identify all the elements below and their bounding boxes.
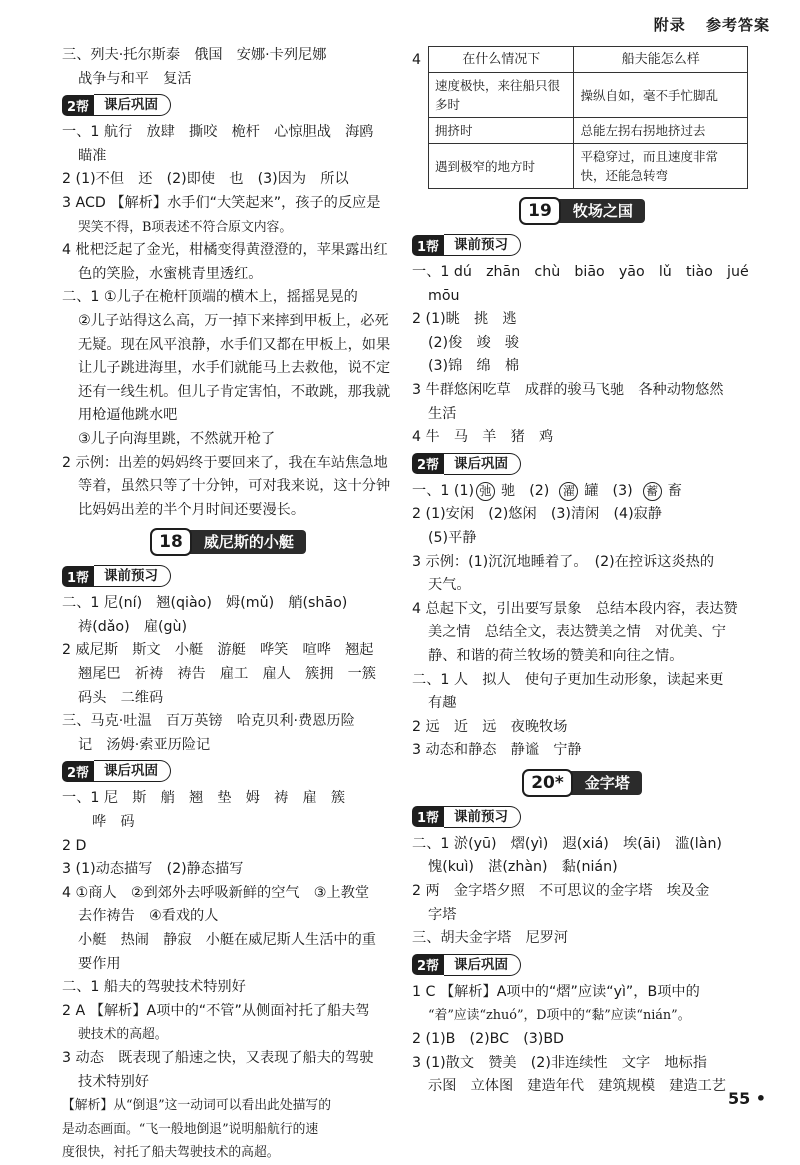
answer-line: 2 A 【解析】A项中的“不管”从侧面衬托了船夫驾 [62,1002,370,1019]
char: (2) [529,482,550,499]
lesson-title: 威尼斯的小艇 [188,530,306,554]
answer-line: 有趣 [428,695,457,712]
answer-line: 3 ACD 【解析】水手们“大笑起来”，孩子的反应是 [62,194,381,211]
answer-line: 字塔 [428,906,457,923]
tag-name: 课后巩固 [444,954,521,976]
lesson-title: 金字塔 [569,771,642,795]
section-tag [62,759,394,783]
answer-line: 记 汤姆·索亚历险记 [78,736,211,753]
answer-line: 2 两 金字塔夕照 不可思议的金字塔 埃及金 [412,883,710,900]
section-tag [62,93,394,117]
tag-name: 课后巩固 [94,94,171,116]
answer-line: 静、和谐的荷兰牧场的赞美和向往之情。 [428,647,684,664]
section-tag [412,805,752,829]
answer-line: (3)锦 绵 棉 [428,358,520,375]
char: (3) [612,482,633,499]
lesson-heading [412,767,752,799]
answer-line: 【解析】从“倒退”这一动词可以看出此处描写的 [62,1098,332,1114]
answer-line: 二、1 尼(ní) 翘(qiào) 姆(mǔ) 艄(shāo) [62,595,348,612]
question-number: 4 [412,52,422,68]
tag-name: 课前预习 [444,234,521,256]
answer-line: 2 远 近 远 夜晚牧场 [412,718,568,735]
table-header-cell: 在什么情况下 [429,47,574,73]
table-cell: 速度极快，来往船只很多时 [429,73,574,118]
tag-level: 2帮 [62,95,94,116]
answer-line: 3 示例：(1)沉沉地睡着了。 (2)在控诉这炎热的 [412,553,715,570]
answer-line: 祷(dǎo) 雇(gù) [78,618,188,635]
lesson-number: 20* [522,769,573,797]
table-row [429,73,748,118]
answer-line: 还有一线生机。但儿子肯定害怕，不敢跳，那我就 [78,383,391,400]
answer-line: 4 ①商人 ②到郊外去呼吸新鲜的空气 ③上教堂 [62,884,370,901]
table-row [429,144,748,189]
table-row [429,118,748,144]
answer-line: 2 (1)不但 还 (2)即使 也 (3)因为 所以 [62,171,349,188]
answer-line: 翘尾巴 祈祷 祷告 雇工 雇人 簇拥 一簇 [78,666,376,683]
tag-level: 1帮 [412,806,444,827]
answer-line: 哭笑不得，B项表述不符合原文内容。 [78,219,293,235]
answer-line: 战争与和平 复活 [78,70,192,87]
char: 一、1 (1) [412,482,475,499]
answer-line: ③儿子向海里跳，不然就开枪了 [78,430,276,447]
answer-line: 色的笑脸，水蜜桃青里透红。 [78,265,263,282]
answer-line: 4 总起下文，引出要写景象 总结本段内容，表达赞 [412,600,738,617]
tag-name: 课后巩固 [444,453,521,475]
table-cell: 总能左拐右拐地挤过去 [574,118,748,144]
answer-line: 小艇 热闹 静寂 小艇在威尼斯人生活中的重 [78,932,376,948]
answer-line: 驶技术的高超。 [78,1027,168,1043]
right-column [412,44,752,1099]
answer-line: 去作祷告 ④看戏的人 [78,908,219,925]
char: 驰 [501,482,516,499]
lesson-number: 19 [519,197,561,225]
answer-line: 2 示例：出差的妈妈终于要回来了，我在车站焦急地 [62,454,388,471]
answer-line: 码头 二维码 [78,689,164,706]
answer-line: 二、1 ①儿子在桅杆顶端的横木上，摇摇晃晃的 [62,289,358,306]
table-cell: 平稳穿过，而且速度非常快，还能急转弯 [574,144,748,189]
answer-line: 2 D [62,837,87,854]
char: 畜 [667,482,682,499]
tag-level: 1帮 [62,566,94,587]
answer-line: 3 动态和静态 静谧 宁静 [412,742,582,759]
answer-line: 2 (1)安闲 (2)悠闲 (3)清闲 (4)寂静 [412,506,662,523]
answer-line: 三、马克·吐温 百万英镑 哈克贝利·费恩历险 [62,713,355,730]
table-cell: 遇到极窄的地方时 [429,144,574,189]
answer-line: 要作用 [78,955,121,972]
page-header [640,14,770,35]
answer-line: 生活 [428,405,457,422]
page-number: 55 • [727,1089,766,1108]
char: 罐 [584,482,599,499]
table-header-row [429,47,748,73]
answer-line: 二、1 淤(yū) 熠(yì) 遐(xiá) 埃(āi) 滥(làn) [412,835,722,852]
section-tag [412,452,752,476]
answer-line-circled [412,480,752,504]
answer-line: 一、1 尼 斯 艄 翘 垫 姆 祷 雇 簇 [62,790,346,807]
header-section: 附录 [653,16,686,34]
right-column-body [412,195,752,1099]
answer-line: “着”应读“zhuó”，D项中的“黏”应读“nián”。 [428,1008,691,1024]
answer-line: 3 (1)动态描写 (2)静态描写 [62,861,244,878]
lesson-title: 牧场之国 [557,199,645,223]
table-cell: 操纵自如，毫不手忙脚乱 [574,73,748,118]
answer-table [428,46,748,189]
page-number-text: 55 [727,1089,751,1108]
answer-line: ②儿子站得这么高，万一掉下来摔到甲板上，必死 [78,312,389,329]
answer-line: 哗 码 [92,814,135,831]
answer-line: mōu [428,287,460,304]
answer-line: 三、列夫·托尔斯泰 俄国 安娜·卡列尼娜 [62,47,327,63]
section-tag [412,953,752,977]
left-column [62,44,394,1165]
answer-line: (2)俊 竣 骏 [428,334,520,351]
answer-line: 4 牛 马 羊 猪 鸡 [412,429,554,446]
lesson-heading [412,195,752,227]
answer-line: 度很快，衬托了船夫驾驶技术的高超。 [62,1145,280,1161]
answer-line: 技术特别好 [78,1073,149,1090]
answer-line: 一、1 航行 放肆 撕咬 桅杆 心惊胆战 海鸥 [62,124,374,141]
tag-name: 课前预习 [444,806,521,828]
answer-line: 让儿子跳进海里，水手们就能马上去救他，说不定 [78,360,391,377]
lesson-heading [62,526,394,558]
answer-line: (5)平静 [428,529,477,546]
tag-name: 课前预习 [94,565,171,587]
circled-char: 弛 [476,482,495,501]
answer-line: 三、胡夫金字塔 尼罗河 [412,930,569,947]
answer-line: 是动态画面。“飞一般地倒退”说明船航行的速 [62,1121,319,1137]
answer-line: 一、1 dú zhān chù biāo yāo lǔ tiào jué [412,264,749,280]
answer-line: 3 动态 既表现了船速之快，又表现了船夫的驾驶 [62,1049,374,1066]
circled-char: 濯 [559,482,578,501]
answer-line: 用枪逼他跳水吧 [78,407,178,424]
answer-line: 3 牛群悠闲吃草 成群的骏马飞驰 各种动物悠然 [412,381,724,398]
answer-line: 愧(kuì) 湛(zhàn) 黏(nián) [428,859,618,876]
header-title: 参考答案 [705,16,770,34]
answer-line: 瞄准 [78,147,107,164]
tag-name: 课后巩固 [94,760,171,782]
answer-line: 无疑。现在风平浪静，水手们又都在甲板上，如果 [78,336,391,353]
answer-line: 2 (1)眺 挑 逃 [412,311,517,328]
lesson-number: 18 [150,528,192,556]
answer-line: 美之情 总结全文，表达赞美之情 对优美、宁 [428,624,726,641]
answer-line: 2 (1)B (2)BC (3)BD [412,1031,564,1048]
answer-line: 等着，虽然只等了十分钟，可对我来说，这十分钟 [78,478,391,495]
answer-line: 天气。 [428,577,471,594]
section-tag [412,233,752,257]
answer-line: 4 枇杷泛起了金光，柑橘变得黄澄澄的，苹果露出红 [62,242,388,259]
answer-line: 二、1 船夫的驾驶技术特别好 [62,979,246,996]
tag-level: 1帮 [412,235,444,256]
tag-level: 2帮 [62,761,94,782]
answer-line: 1 C 【解析】A项中的“熠”应读“yì”，B项中的 [412,983,700,1000]
circled-char: 蓄 [643,482,662,501]
answer-line: 示图 立体图 建造年代 建筑规模 建造工艺 [428,1078,726,1095]
section-tag [62,564,394,588]
answer-line: 2 威尼斯 斯文 小艇 游艇 哗笑 喧哗 翘起 [62,642,374,659]
answer-line: 二、1 人 拟人 使句子更加生动形象，读起来更 [412,671,724,688]
tag-level: 2帮 [412,453,444,474]
answer-line: 3 (1)散文 赞美 (2)非连续性 文字 地标指 [412,1054,707,1071]
table-header-cell: 船夫能怎么样 [574,47,748,73]
answer-line: 比妈妈出差的半个月时间还要漫长。 [78,501,306,518]
table-cell: 拥挤时 [429,118,574,144]
tag-level: 2帮 [412,954,444,975]
